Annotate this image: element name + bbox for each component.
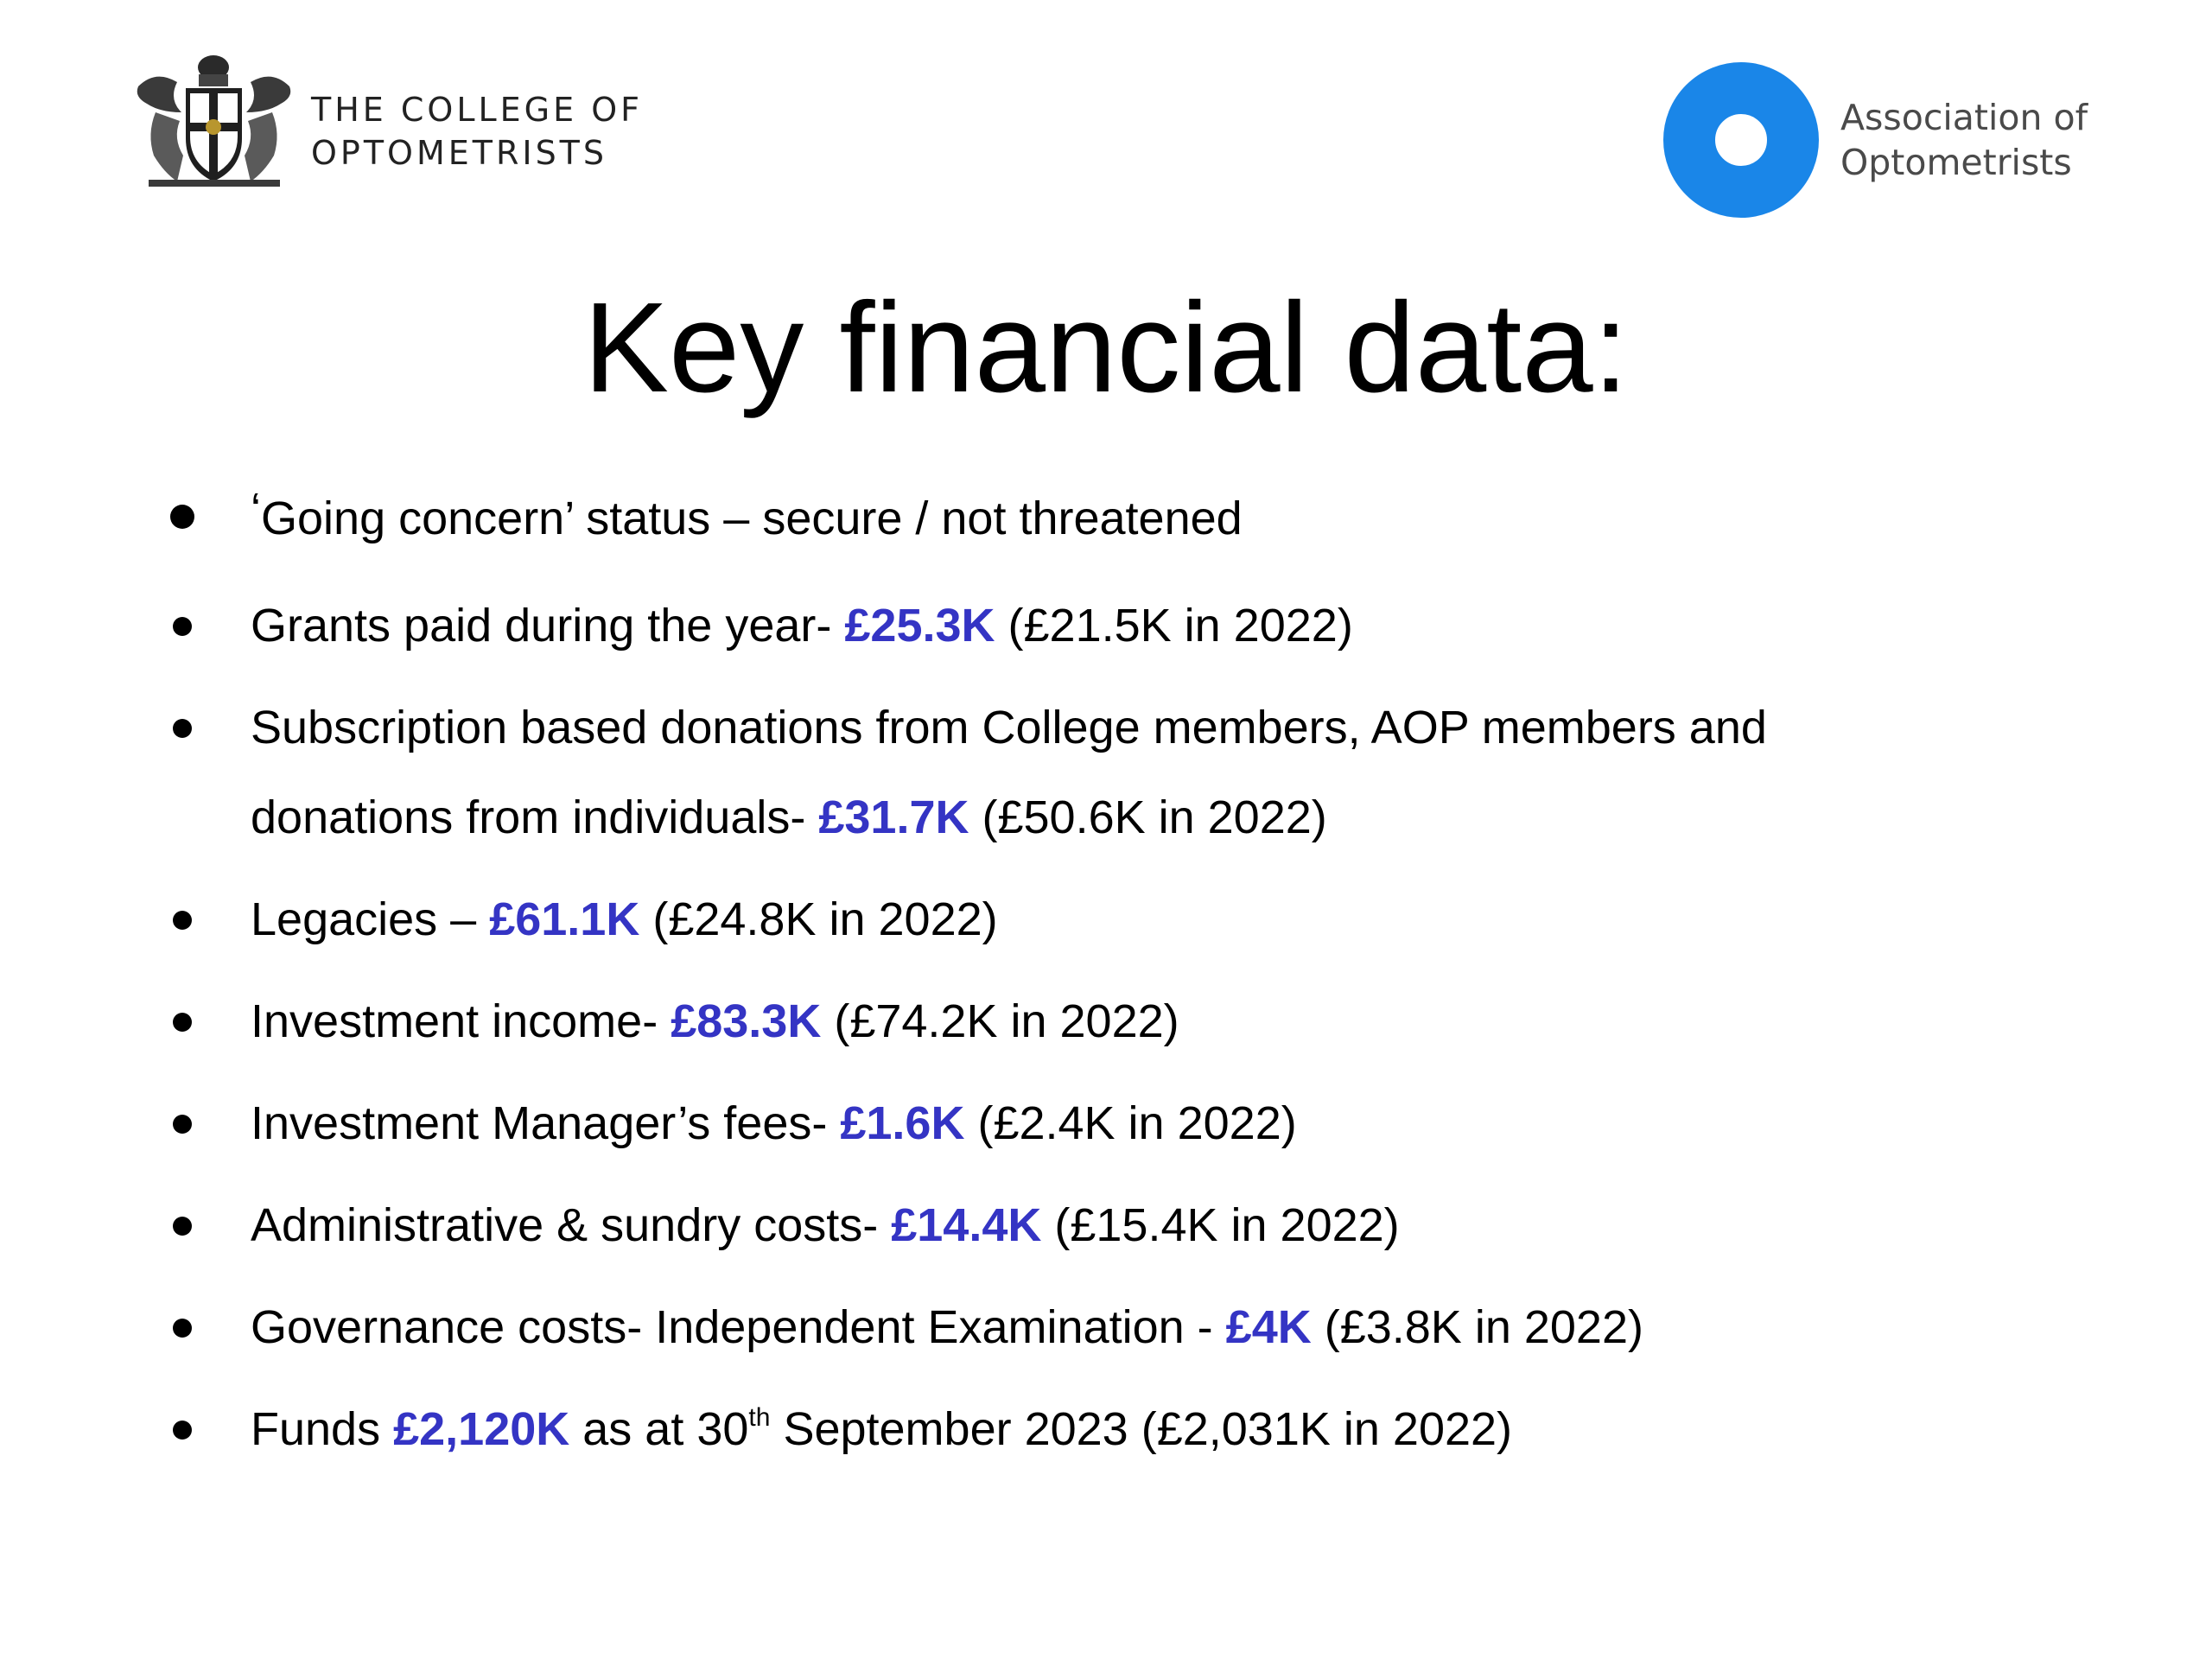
manager-fees-label: Investment Manager’s fees- [251,1097,841,1149]
open-quote: ‘ [251,484,261,536]
aop-name-line2: Optometrists [1840,142,2072,183]
funds-date-ordinal: th [748,1403,771,1432]
donations-label: donations from individuals- [251,791,819,843]
funds-prior: September 2023 (£2,031K in 2022) [770,1403,1513,1455]
bullet-dot-icon [173,1115,192,1134]
legacies-prior: (£24.8K in 2022) [639,893,998,945]
bullet-dot-icon [170,505,194,529]
college-name-line2: OPTOMETRISTS [311,134,608,172]
legacies-label: Legacies – [251,893,490,945]
bullet-dot-icon [173,1013,192,1032]
donations-line1: Subscription based donations from College members, AOP members and [251,702,1767,753]
investment-income-amount: £83.3K [671,995,822,1047]
funds-date-text: as at 30 [569,1403,749,1455]
grants-prior: (£21.5K in 2022) [995,600,1353,652]
governance-costs-prior: (£3.8K in 2022) [1311,1301,1643,1353]
investment-income-label: Investment income- [251,995,671,1047]
college-name-line1: THE COLLEGE OF [311,91,643,129]
funds-label: Funds [251,1403,394,1455]
bullet-dot-icon [173,1217,192,1236]
bullet-dot-icon [173,1421,192,1440]
governance-costs-amount: £4K [1225,1301,1312,1353]
going-concern-text: Going concern’ status – secure / not threatened [261,493,1243,544]
bullet-dot-icon [173,617,192,636]
grants-amount: £25.3K [844,600,995,652]
page-title: Key financial data: [583,276,1629,419]
manager-fees-amount: £1.6K [840,1097,965,1149]
bullet-dot-icon [173,911,192,930]
governance-costs-label: Governance costs- Independent Examination - [251,1301,1226,1353]
aop-name-line1: Association of [1840,97,2088,138]
admin-costs-amount: £14.4K [891,1199,1042,1251]
donations-amount: £31.7K [818,791,969,843]
admin-costs-prior: (£15.4K in 2022) [1041,1199,1400,1251]
grants-label: Grants paid during the year- [251,600,845,652]
bullet-dot-icon [173,1319,192,1338]
donations-prior: (£50.6K in 2022) [969,791,1327,843]
manager-fees-prior: (£2.4K in 2022) [964,1097,1297,1149]
admin-costs-label: Administrative & sundry costs- [251,1199,892,1251]
legacies-amount: £61.1K [489,893,640,945]
funds-amount: £2,120K [393,1403,570,1455]
investment-income-prior: (£74.2K in 2022) [821,995,1179,1047]
bullet-dot-icon [173,719,192,738]
